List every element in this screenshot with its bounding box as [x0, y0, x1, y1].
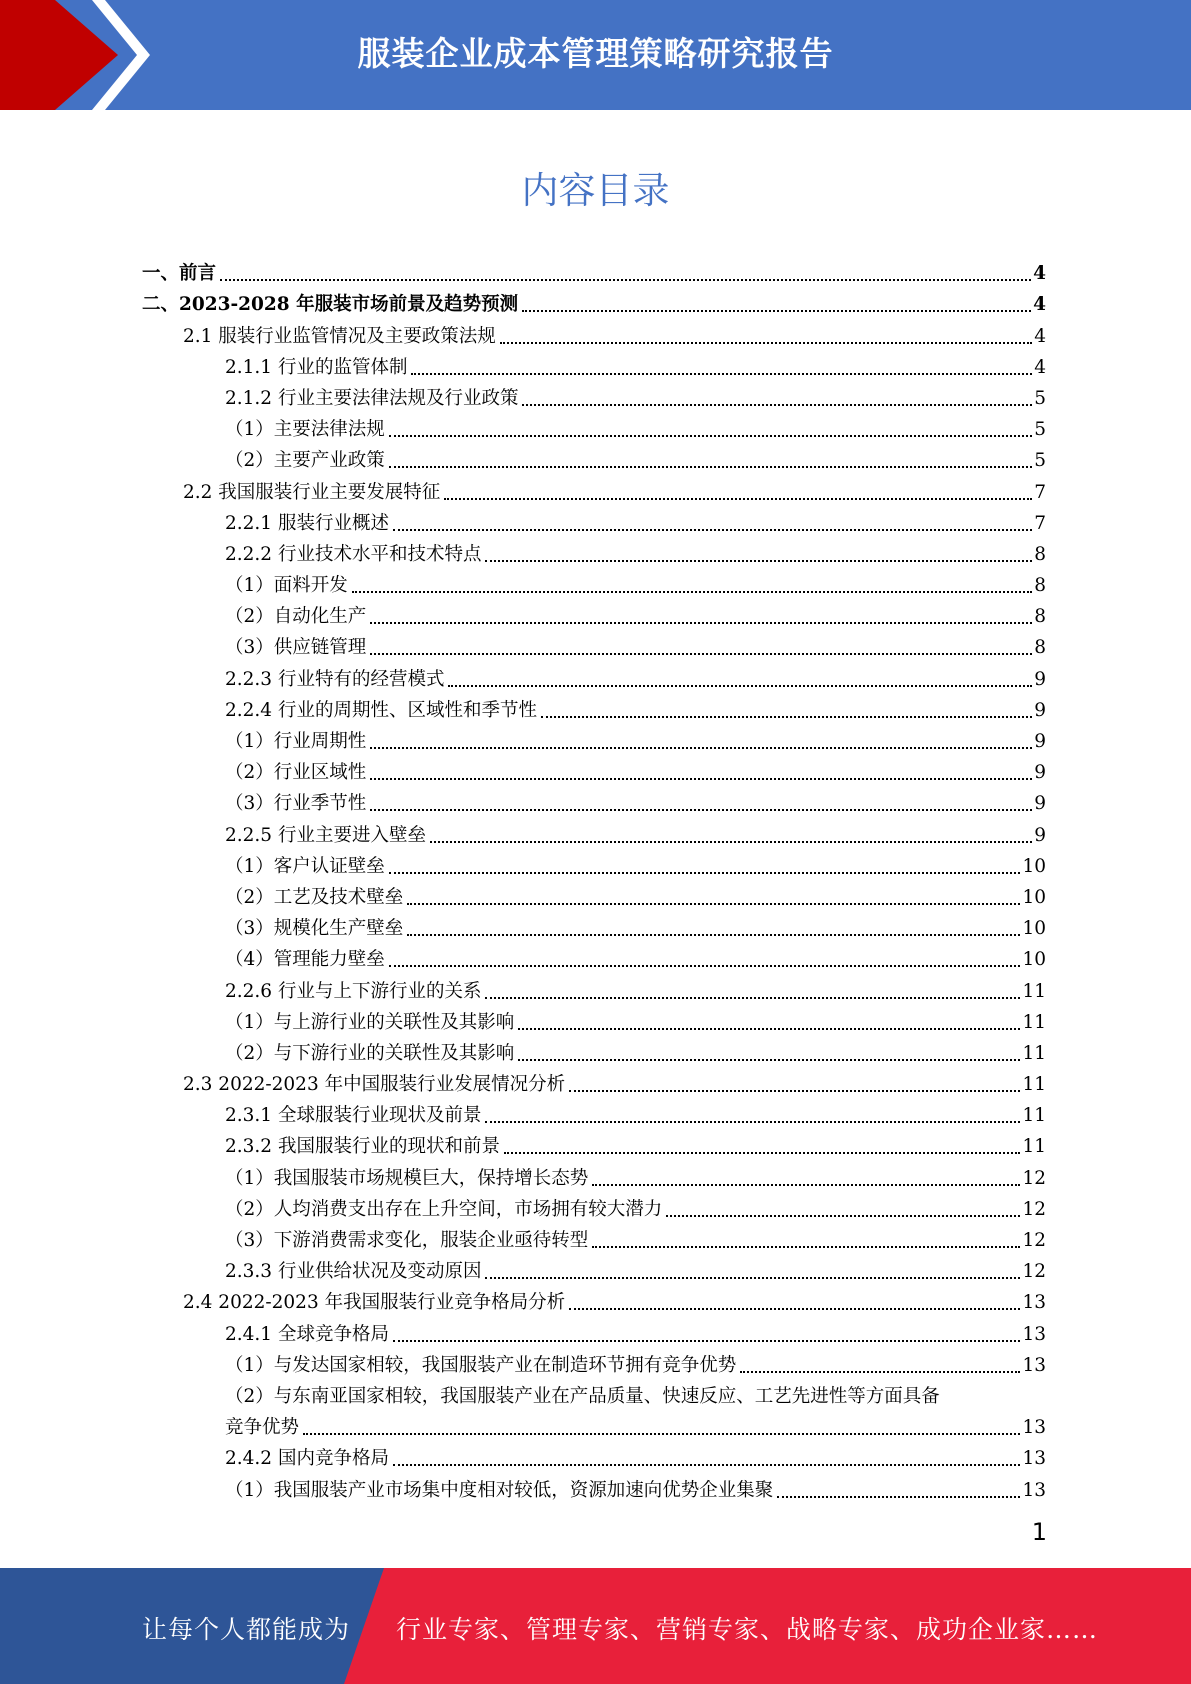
footer-slogan-right: 行业专家、管理专家、营销专家、战略专家、成功企业家…… — [396, 1615, 1099, 1644]
toc-entry-title: 2.2 我国服装行业主要发展特征 — [183, 481, 441, 503]
toc-entry-title: 2.2.2 行业技术水平和技术特点 — [225, 543, 482, 565]
toc-entry-title: （2）工艺及技术壁垒 — [225, 886, 404, 908]
toc-dot-leader — [448, 685, 1032, 687]
toc-dot-leader — [444, 498, 1032, 500]
toc-entry-title: （1）客户认证壁垒 — [225, 855, 385, 877]
toc-dot-leader — [370, 622, 1032, 624]
toc-entry-title: （2）行业区域性 — [225, 762, 367, 784]
toc-entry-title: 二、2023-2028 年服装市场前景及趋势预测 — [142, 294, 519, 316]
toc-entry-title: （2）人均消费支出存在上升空间，市场拥有较大潜力 — [225, 1198, 663, 1220]
toc-entry-title: 2.1 服装行业监管情况及主要政策法规 — [183, 325, 496, 347]
toc-entry-page: 13 — [1022, 1479, 1046, 1501]
toc-entry-page: 9 — [1034, 699, 1046, 721]
toc-entry-page: 11 — [1022, 1074, 1046, 1096]
toc-entry-page: 7 — [1034, 512, 1046, 534]
toc-dot-leader — [352, 591, 1032, 593]
toc-entry-title: 2.2.6 行业与上下游行业的关系 — [225, 980, 482, 1002]
toc-dot-leader — [393, 1464, 1020, 1466]
toc-entry[interactable] — [0, 504, 1191, 535]
toc-heading: 内容目录 — [521, 169, 670, 212]
toc-entry-title: 2.2.3 行业特有的经营模式 — [225, 668, 445, 690]
page-number: 1 — [1031, 1518, 1047, 1546]
toc-entry-title: 2.1.1 行业的监管体制 — [225, 356, 408, 378]
toc-entry[interactable] — [0, 1439, 1191, 1470]
toc-entry[interactable] — [0, 1314, 1191, 1345]
toc-entry-title: （2）主要产业政策 — [225, 450, 385, 472]
toc-dot-leader — [370, 778, 1032, 780]
toc-entry-title: （1）我国服装市场规模巨大，保持增长态势 — [225, 1167, 589, 1189]
toc-dot-leader — [518, 1059, 1020, 1061]
toc-dot-leader — [407, 903, 1020, 905]
toc-dot-leader — [393, 1340, 1020, 1342]
toc-entry[interactable] — [0, 285, 1191, 316]
toc-entry[interactable] — [0, 535, 1191, 566]
toc-dot-leader — [370, 809, 1032, 811]
toc-entry-page: 13 — [1022, 1448, 1046, 1470]
toc-entry-title: （2）与下游行业的关联性及其影响 — [225, 1042, 515, 1064]
toc-entry-page: 4 — [1034, 325, 1046, 347]
toc-entry-page: 5 — [1034, 450, 1046, 472]
toc-entry[interactable] — [0, 1283, 1191, 1314]
toc-entry-title: 2.1.2 行业主要法律法规及行业政策 — [225, 387, 519, 409]
toc-entry[interactable] — [0, 441, 1191, 472]
toc-dot-leader — [389, 872, 1021, 874]
toc-dot-leader — [485, 560, 1032, 562]
toc-dot-leader — [592, 1246, 1020, 1248]
toc-entry-page: 10 — [1022, 886, 1046, 908]
toc-entry-page: 4 — [1034, 356, 1046, 378]
toc-entry[interactable] — [0, 722, 1191, 753]
toc-dot-leader — [541, 716, 1032, 718]
footer-slogan-left: 让每个人都能成为 — [142, 1615, 351, 1644]
toc-entry-title: 2.2.5 行业主要进入壁垒 — [225, 824, 426, 846]
toc-entry-page: 8 — [1034, 543, 1046, 565]
toc-entry-title: （2）与东南亚国家相较，我国服装产业在产品质量、快速反应、工艺先进性等方面具备 — [225, 1385, 940, 1407]
toc-dot-leader — [370, 747, 1032, 749]
toc-entry[interactable] — [0, 1221, 1191, 1252]
toc-entry-page: 9 — [1034, 793, 1046, 815]
toc-entry[interactable] — [0, 1252, 1191, 1283]
toc-entry-title: （2）自动化生产 — [225, 606, 367, 628]
toc-entry-page: 12 — [1022, 1230, 1046, 1251]
toc-entry-title: 2.4.2 国内竞争格局 — [225, 1448, 389, 1470]
toc-entry[interactable] — [0, 1346, 1191, 1377]
toc-entry[interactable] — [0, 410, 1191, 441]
toc-entry-page: 11 — [1022, 1042, 1046, 1064]
document-title: 服装企业成本管理策略研究报告 — [357, 34, 834, 73]
toc-entry-page: 10 — [1022, 918, 1046, 940]
toc-entry[interactable] — [0, 316, 1191, 347]
toc-dot-leader — [666, 1215, 1020, 1217]
table-of-contents — [0, 254, 1191, 1502]
toc-entry-title: （3）行业季节性 — [225, 793, 367, 815]
toc-entry-page: 11 — [1022, 1011, 1046, 1033]
toc-entry-title: 2.3.3 行业供给状况及变动原因 — [225, 1261, 482, 1283]
toc-entry[interactable] — [0, 753, 1191, 784]
toc-entry-page: 10 — [1022, 855, 1046, 877]
toc-entry-title-continuation: 竞争优势 — [225, 1417, 300, 1439]
toc-entry-page: 8 — [1034, 575, 1046, 597]
toc-entry-page: 11 — [1022, 1105, 1046, 1127]
toc-entry[interactable] — [0, 472, 1191, 503]
toc-entry[interactable] — [0, 847, 1191, 878]
toc-dot-leader — [303, 1433, 1020, 1435]
toc-entry-page: 13 — [1022, 1417, 1046, 1439]
toc-dot-leader — [370, 653, 1032, 655]
toc-entry-title: 2.3.1 全球服装行业现状及前景 — [225, 1105, 482, 1127]
toc-entry-page: 9 — [1034, 731, 1046, 752]
toc-dot-leader — [485, 1277, 1020, 1279]
toc-entry-title: 2.4.1 全球竞争格局 — [225, 1323, 389, 1345]
toc-entry-page: 13 — [1022, 1292, 1046, 1314]
toc-dot-leader — [220, 279, 1031, 281]
toc-dot-leader — [389, 466, 1032, 468]
page-header — [0, 0, 1191, 110]
toc-dot-leader — [407, 934, 1020, 936]
toc-dot-leader — [592, 1184, 1020, 1186]
toc-dot-leader — [500, 342, 1032, 344]
toc-entry-page: 9 — [1034, 824, 1046, 846]
page-footer — [0, 1568, 1191, 1684]
toc-dot-leader — [504, 1152, 1020, 1154]
toc-dot-leader — [485, 1121, 1020, 1123]
toc-entry-title: （3）规模化生产壁垒 — [225, 918, 404, 940]
toc-entry-title: （3）下游消费需求变化，服装企业亟待转型 — [225, 1230, 589, 1251]
toc-dot-leader — [430, 841, 1032, 843]
toc-entry-page: 10 — [1022, 949, 1046, 971]
toc-entry-title: 2.3 2022-2023 年中国服装行业发展情况分析 — [183, 1074, 566, 1096]
toc-entry-page: 9 — [1034, 668, 1046, 690]
toc-entry-page: 5 — [1034, 419, 1046, 441]
toc-entry-title: （4）管理能力壁垒 — [225, 949, 385, 971]
toc-entry[interactable] — [0, 909, 1191, 940]
toc-entry[interactable] — [0, 1377, 1191, 1439]
toc-entry-title: （1）与发达国家相较，我国服装产业在制造环节拥有竞争优势 — [225, 1354, 737, 1376]
toc-entry-title: 2.2.4 行业的周期性、区域性和季节性 — [225, 699, 537, 721]
toc-entry-title: 2.2.1 服装行业概述 — [225, 512, 389, 534]
toc-dot-leader — [740, 1371, 1020, 1373]
toc-entry[interactable] — [0, 1096, 1191, 1127]
toc-entry[interactable] — [0, 1003, 1191, 1034]
toc-dot-leader — [569, 1090, 1020, 1092]
toc-entry[interactable] — [0, 628, 1191, 659]
toc-dot-leader — [777, 1496, 1020, 1498]
toc-entry[interactable] — [0, 1127, 1191, 1158]
toc-dot-leader — [411, 373, 1032, 375]
toc-dot-leader — [485, 997, 1020, 999]
toc-entry[interactable] — [0, 348, 1191, 379]
toc-entry[interactable] — [0, 1190, 1191, 1221]
toc-entry-page: 8 — [1034, 637, 1046, 659]
toc-dot-leader — [393, 529, 1032, 531]
toc-entry-page: 7 — [1034, 481, 1046, 503]
toc-entry-title: （1）面料开发 — [225, 575, 348, 597]
toc-entry[interactable] — [0, 940, 1191, 971]
toc-entry[interactable] — [0, 254, 1191, 285]
toc-entry-page: 12 — [1022, 1167, 1046, 1189]
toc-entry[interactable] — [0, 1034, 1191, 1065]
toc-entry-page: 4 — [1033, 294, 1046, 316]
toc-entry[interactable] — [0, 1158, 1191, 1189]
toc-entry-title: （3）供应链管理 — [225, 637, 367, 659]
toc-entry-page: 11 — [1022, 1136, 1046, 1158]
toc-entry[interactable] — [0, 659, 1191, 690]
toc-dot-leader — [569, 1308, 1020, 1310]
toc-entry-title: （1）与上游行业的关联性及其影响 — [225, 1011, 515, 1033]
toc-entry[interactable] — [0, 691, 1191, 722]
toc-entry-title: 一、前言 — [142, 263, 217, 285]
toc-entry-page: 13 — [1022, 1354, 1046, 1376]
toc-dot-leader — [389, 435, 1032, 437]
toc-entry[interactable] — [0, 815, 1191, 846]
toc-entry[interactable] — [0, 784, 1191, 815]
toc-entry-title: （1）主要法律法规 — [225, 419, 385, 441]
toc-entry-title: （1）行业周期性 — [225, 731, 367, 752]
toc-entry-page: 4 — [1033, 263, 1046, 285]
toc-entry[interactable] — [0, 566, 1191, 597]
toc-dot-leader — [522, 310, 1031, 312]
toc-entry[interactable] — [0, 379, 1191, 410]
toc-entry-page: 5 — [1034, 387, 1046, 409]
toc-entry-page: 12 — [1022, 1198, 1046, 1220]
toc-dot-leader — [518, 1028, 1020, 1030]
toc-entry[interactable] — [0, 971, 1191, 1002]
toc-dot-leader — [389, 965, 1021, 967]
toc-entry[interactable] — [0, 1470, 1191, 1501]
toc-entry[interactable] — [0, 878, 1191, 909]
toc-entry-page: 8 — [1034, 606, 1046, 628]
toc-entry-page: 12 — [1022, 1261, 1046, 1283]
toc-entry-page: 9 — [1034, 762, 1046, 784]
toc-entry[interactable] — [0, 597, 1191, 628]
toc-entry-title: 2.4 2022-2023 年我国服装行业竞争格局分析 — [183, 1292, 566, 1314]
toc-dot-leader — [522, 404, 1032, 406]
toc-entry-page: 11 — [1022, 980, 1046, 1002]
toc-entry-page: 13 — [1022, 1323, 1046, 1345]
toc-entry-title: 2.3.2 我国服装行业的现状和前景 — [225, 1136, 500, 1158]
toc-entry-title: （1）我国服装产业市场集中度相对较低，资源加速向优势企业集聚 — [225, 1479, 774, 1501]
toc-entry[interactable] — [0, 1065, 1191, 1096]
